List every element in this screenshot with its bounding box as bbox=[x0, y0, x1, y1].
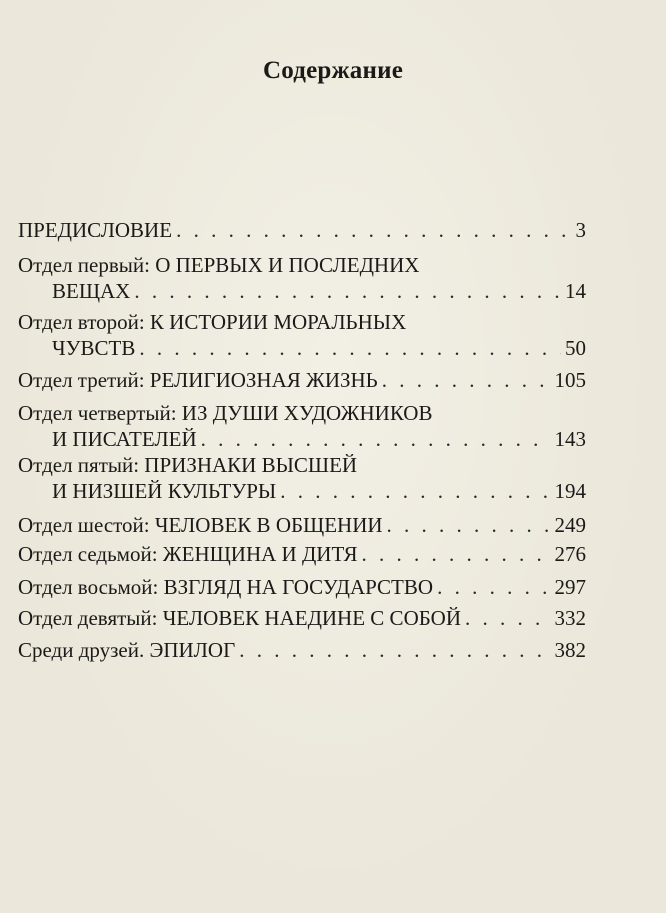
toc-page-number: 332 bbox=[554, 606, 586, 630]
toc-entry-title: Отдел седьмой: ЖЕНЩИНА И ДИТЯ bbox=[18, 542, 358, 566]
toc-page-number: 143 bbox=[554, 427, 586, 451]
leader-dots bbox=[382, 367, 551, 393]
toc-entry bbox=[18, 541, 586, 567]
toc-row bbox=[18, 605, 586, 631]
toc-row bbox=[18, 541, 586, 567]
toc-page-number: 3 bbox=[575, 218, 586, 242]
toc-entry-title: ПРЕДИСЛОВИЕ bbox=[18, 218, 173, 242]
toc-entry-title: Отдел восьмой: ВЗГЛЯД НА ГОСУДАРСТВО bbox=[18, 575, 434, 599]
toc-entry-title-line: Отдел пятый: ПРИЗНАКИ ВЫСШЕЙ bbox=[18, 453, 358, 477]
toc-row bbox=[18, 574, 586, 600]
toc-page-number: 382 bbox=[554, 638, 586, 662]
toc-entry-title-line: Отдел первый: О ПЕРВЫХ И ПОСЛЕДНИХ bbox=[18, 253, 420, 277]
toc-entry bbox=[18, 637, 586, 663]
leader-dots bbox=[176, 217, 571, 243]
toc-entry-title: Среди друзей. ЭПИЛОГ bbox=[18, 638, 236, 662]
toc-entry-title: Отдел третий: РЕЛИГИОЗНАЯ ЖИЗНЬ bbox=[18, 368, 378, 392]
page-title: Содержание bbox=[262, 57, 403, 84]
toc-page-number: 14 bbox=[565, 279, 586, 303]
toc-entry bbox=[18, 217, 586, 243]
toc-page-number: 50 bbox=[565, 336, 586, 360]
toc-entry-title-continuation: ВЕЩАХ bbox=[52, 279, 131, 303]
toc-row bbox=[18, 278, 586, 304]
toc-row bbox=[18, 426, 586, 452]
toc-entry-title: Отдел шестой: ЧЕЛОВЕК В ОБЩЕНИИ bbox=[18, 513, 383, 537]
toc-row bbox=[18, 335, 586, 361]
leader-dots bbox=[437, 574, 550, 600]
toc-entry-title: Отдел девятый: ЧЕЛОВЕК НАЕДИНЕ С СОБОЙ bbox=[18, 606, 461, 630]
leader-dots bbox=[239, 637, 550, 663]
toc-entry-title-continuation: И НИЗШЕЙ КУЛЬТУРЫ bbox=[52, 479, 277, 503]
leader-dots bbox=[139, 335, 561, 361]
toc-page-number: 297 bbox=[554, 575, 586, 599]
toc-row bbox=[18, 478, 586, 504]
toc-page-number: 276 bbox=[554, 542, 586, 566]
toc-row bbox=[18, 512, 586, 538]
toc-page-number: 194 bbox=[554, 479, 586, 503]
leader-dots bbox=[387, 512, 551, 538]
toc-entry-title-continuation: И ПИСАТЕЛЕЙ bbox=[52, 427, 197, 451]
toc-entry-title-continuation: ЧУВСТВ bbox=[52, 336, 136, 360]
toc-entry bbox=[18, 452, 586, 504]
leader-dots bbox=[465, 605, 551, 631]
toc-entry bbox=[18, 309, 586, 361]
toc-entry bbox=[18, 512, 586, 538]
toc-entry-title-line: Отдел второй: К ИСТОРИИ МОРАЛЬНЫХ bbox=[18, 310, 407, 334]
toc-entry bbox=[18, 252, 586, 304]
toc-page-number: 249 bbox=[554, 513, 586, 537]
toc-entry bbox=[18, 400, 586, 452]
toc-entry bbox=[18, 367, 586, 393]
toc-entry bbox=[18, 605, 586, 631]
toc-entry bbox=[18, 574, 586, 600]
leader-dots bbox=[201, 426, 551, 452]
leader-dots bbox=[361, 541, 550, 567]
toc-page-number: 105 bbox=[554, 368, 586, 392]
toc-row bbox=[18, 367, 586, 393]
toc-row bbox=[18, 217, 586, 243]
leader-dots bbox=[280, 478, 550, 504]
toc-row bbox=[18, 637, 586, 663]
toc-entry-title-line: Отдел четвертый: ИЗ ДУШИ ХУДОЖНИКОВ bbox=[18, 401, 433, 425]
leader-dots bbox=[134, 278, 561, 304]
